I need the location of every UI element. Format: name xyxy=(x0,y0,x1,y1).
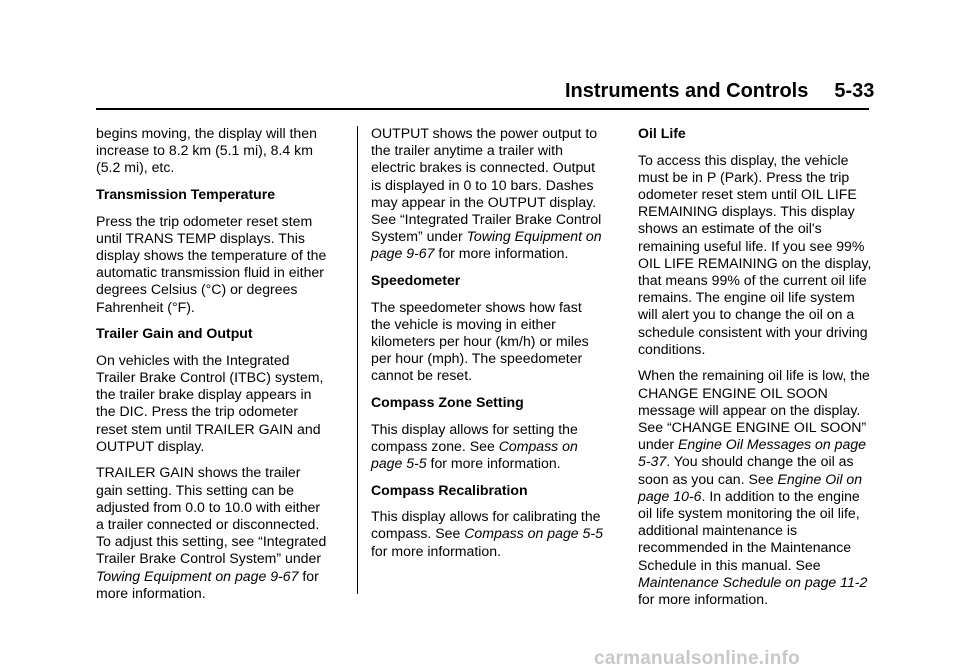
column-middle xyxy=(371,125,605,569)
watermark: carmanualsonline.info xyxy=(594,648,800,669)
heading-compass-recalibration: Compass Recalibration xyxy=(371,481,528,498)
paragraph-output xyxy=(371,125,605,263)
oil-low-text-2: . You should change the oil as soon as you can. See xyxy=(638,453,854,487)
paragraph-trailer-gain xyxy=(96,464,330,602)
output-text: OUTPUT shows the power output to the trailer anytime a trailer with electric brakes is connected. Output is displayed in 0 to 10 bars. Dashes may appear in the OUTPUT display. See “Integrated Trailer Brake Control System” under xyxy=(371,125,602,245)
trailer-gain-text: TRAILER GAIN shows the trailer gain setting. This setting can be adjusted from 0.0 to 10.0 with either a trailer connected or disconnected. To adjust this setting, see “Integrated Trailer Brake Control System” under xyxy=(96,464,327,567)
compass-link[interactable]: Compass on page 5-5 xyxy=(371,437,578,472)
towing-equipment-link[interactable]: Towing Equipment on page 9-67 xyxy=(96,567,299,584)
output-text-end: for more information. xyxy=(434,245,569,262)
compass-zone-text: This display allows for setting the compass zone. See xyxy=(371,420,578,454)
maintenance-schedule-link[interactable]: Maintenance Schedule on page 11-2 xyxy=(638,573,868,590)
heading-oil-life: Oil Life xyxy=(638,125,686,141)
paragraph-compass-zone xyxy=(371,421,605,473)
engine-oil-messages-link[interactable]: Engine Oil Messages on page 5-37 xyxy=(638,436,867,470)
heading-speedometer: Speedometer xyxy=(371,272,461,289)
oil-low-text: When the remaining oil life is low, the CHANGE ENGINE OIL SOON message will appear on the display. See “CHANGE ENGINE OIL SOON” under xyxy=(638,367,870,453)
heading-trailer-gain-output: Trailer Gain and Output xyxy=(96,325,253,342)
compass-recal-text: This display allows for calibrating the compass. See xyxy=(371,508,601,542)
compass-recal-text-end: for more information. xyxy=(371,542,502,559)
compass-link-2[interactable]: Compass on page 5-5 xyxy=(464,525,603,542)
page-header xyxy=(565,80,875,103)
paragraph-oil-life: To access this display, the vehicle must be in P (Park). Press the trip odometer reset stem until OIL LIFE REMAINING displays. This display shows an estimate of the oil's remaining useful life. If you see 99% OIL LIFE REMAINING on the display, that means 99% of the current oil life remains. The engine oil life system will alert you to change the oil on a schedule consistent with your driving conditions. xyxy=(638,151,872,357)
header-rule xyxy=(96,108,869,110)
heading-compass-zone: Compass Zone Setting xyxy=(371,394,524,411)
towing-equipment-link-2[interactable]: Towing Equipment on page 9-67 xyxy=(371,228,602,262)
trailer-gain-text-end: for more information. xyxy=(96,567,319,601)
paragraph-compass-recalibration xyxy=(371,508,605,560)
paragraph-speedometer: The speedometer shows how fast the vehicle is moving in either kilometers per hour (km/h) or miles per hour (mph). The speedometer cannot be reset. xyxy=(371,298,589,384)
compass-zone-text-end: for more information. xyxy=(426,455,561,472)
page-number: 5-33 xyxy=(834,80,875,102)
column-divider xyxy=(357,126,358,594)
paragraph-oil-low xyxy=(638,367,872,608)
paragraph-transmission-temperature: Press the trip odometer reset stem until TRANS TEMP displays. This display shows the temperature of the automatic transmission fluid in either degrees Celsius (°C) or degrees Fahrenheit (°F). xyxy=(96,212,327,315)
oil-low-text-end: for more information. xyxy=(638,591,769,608)
engine-oil-link[interactable]: Engine Oil on page 10-6 xyxy=(638,470,863,504)
section-title: Instruments and Controls xyxy=(565,80,809,102)
heading-transmission-temperature: Transmission Temperature xyxy=(96,186,276,202)
paragraph-display-increase: begins moving, the display will then increase to 8.2 km (5.1 mi), 8.4 km (5.2 mi), etc. xyxy=(96,125,317,176)
oil-low-text-3: . In addition to the engine oil life system monitoring the oil life, additional maintenance is recommended in the Maintenance Schedule in this manual. See xyxy=(638,487,860,573)
paragraph-trailer-itbc: On vehicles with the Integrated Trailer Brake Control (ITBC) system, the trailer brake display appears in the DIC. Press the trip odometer reset stem until TRAILER GAIN and OUTPUT display. xyxy=(96,351,324,454)
column-right xyxy=(638,125,872,618)
column-left xyxy=(96,125,330,611)
